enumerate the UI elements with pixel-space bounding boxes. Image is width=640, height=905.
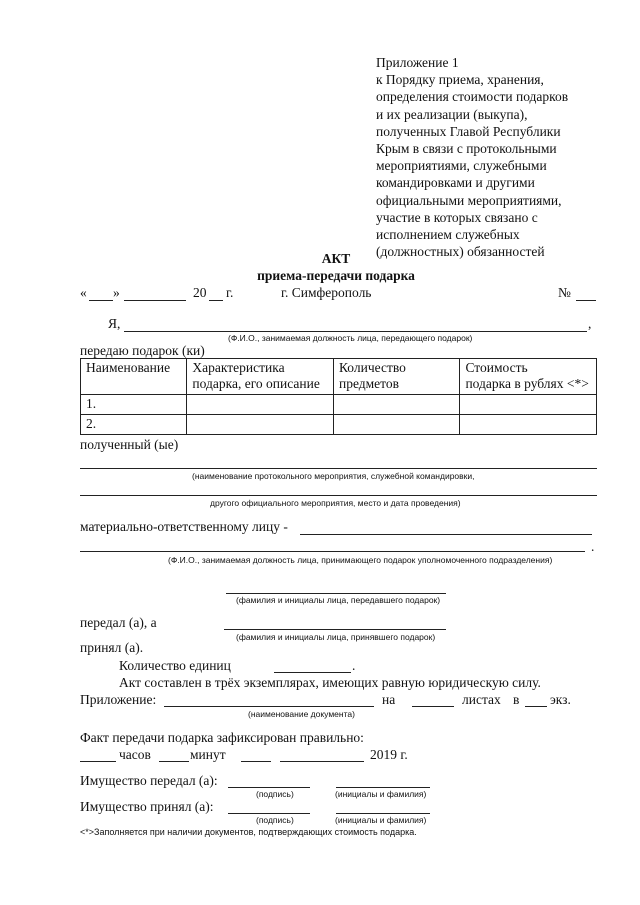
responsible-dot: . — [591, 539, 595, 554]
table-row — [81, 395, 597, 415]
gave-initials-field[interactable] — [336, 787, 430, 788]
attachment-sheets-field[interactable] — [412, 706, 454, 707]
table-cell[interactable] — [333, 395, 459, 415]
attachment-sheets: листах — [462, 692, 501, 707]
table-cell[interactable]: 1. — [81, 395, 187, 415]
col-cost: Стоимость подарка в рублях <*> — [460, 359, 597, 395]
table-cell[interactable] — [460, 395, 597, 415]
gave-caption: (фамилия и инициалы лица, передавшего подарок) — [236, 595, 441, 605]
recv-field[interactable] — [224, 629, 446, 630]
fact-text: Факт передачи подарка зафиксирован правильно: — [80, 730, 364, 745]
recv-initials-field[interactable] — [336, 813, 430, 814]
event-caption-2: другого официального мероприятия, место и дата проведения) — [210, 498, 461, 508]
giver-comma: , — [588, 316, 592, 331]
gave-field[interactable] — [226, 593, 446, 594]
header-line: Приложение 1 — [376, 55, 459, 70]
recv-caption: (фамилия и инициалы лица, принявшего подарок) — [236, 632, 436, 642]
table-cell[interactable]: 2. — [81, 415, 187, 435]
month-field[interactable] — [124, 300, 186, 301]
header-line: мероприятиями, служебными — [376, 158, 547, 174]
attachment-copies-field[interactable] — [525, 706, 547, 707]
year-label: 2019 г. — [370, 747, 408, 762]
minutes-field[interactable] — [159, 761, 189, 762]
gave-signature-field[interactable] — [228, 787, 310, 788]
year-prefix: 20 — [193, 285, 207, 300]
hours-label: часов — [119, 747, 151, 762]
minutes-label: минут — [190, 747, 226, 762]
giver-prefix: Я, — [108, 316, 121, 331]
header-line: командировками и другими — [376, 175, 535, 191]
header-line: участие в которых связано с — [376, 209, 538, 225]
property-gave: Имущество передал (а): — [80, 773, 218, 788]
attachment-label: Приложение: — [80, 692, 157, 707]
attachment-doc-field[interactable] — [164, 706, 374, 707]
gave-init-caption: (инициалы и фамилия) — [335, 789, 427, 799]
year-field[interactable] — [209, 300, 223, 301]
responsible-field-2[interactable] — [80, 551, 585, 552]
gave-text: передал (а), а — [80, 615, 157, 630]
gave-sig-caption: (подпись) — [256, 789, 294, 799]
header-line: и их реализации (выкупа), — [376, 106, 528, 122]
giver-field[interactable] — [124, 331, 587, 332]
table-header-row — [81, 359, 597, 395]
table-row — [81, 415, 597, 435]
table-cell[interactable] — [460, 415, 597, 435]
col-quantity: Количество предметов — [333, 359, 459, 395]
header-line: Крым в связи с протокольными — [376, 141, 557, 157]
units-text: Количество единиц — [119, 658, 231, 673]
date-quote-open: « — [80, 285, 87, 300]
day-field-2[interactable] — [241, 761, 271, 762]
table-cell[interactable] — [187, 415, 334, 435]
handover-text: передаю подарок (ки) — [80, 343, 205, 358]
day-field[interactable] — [89, 300, 113, 301]
event-field-2[interactable] — [80, 495, 597, 496]
document-header — [376, 54, 616, 260]
date-quote-close: » — [113, 285, 120, 300]
accepted-text: принял (а). — [80, 640, 144, 655]
month-field-2[interactable] — [280, 761, 364, 762]
responsible-text: материально-ответственному лицу - — [80, 519, 288, 534]
attachment-caption: (наименование документа) — [248, 709, 355, 719]
event-field-1[interactable] — [80, 468, 597, 469]
number-label: № — [558, 285, 571, 300]
year-suffix: г. — [226, 285, 234, 300]
responsible-caption: (Ф.И.О., занимаемая должность лица, принимающего подарок уполномоченного подразделения) — [168, 555, 553, 565]
hours-field[interactable] — [80, 761, 116, 762]
footnote: <*>Заполняется при наличии документов, подтверждающих стоимость подарка. — [80, 827, 417, 837]
attachment-in: в — [513, 692, 520, 707]
city: г. Симферополь — [281, 285, 372, 300]
units-field[interactable] — [274, 672, 351, 673]
responsible-field-1[interactable] — [300, 534, 592, 535]
attachment-copies: экз. — [550, 692, 571, 707]
col-description: Характеристика подарка, его описание — [187, 359, 334, 395]
property-recv: Имущество принял (а): — [80, 799, 214, 814]
event-caption-1: (наименование протокольного мероприятия, служебной командировки, — [192, 471, 475, 481]
attachment-on: на — [382, 692, 396, 707]
header-line: исполнением служебных — [376, 227, 520, 243]
document-subtitle: приема-передачи подарка — [257, 268, 415, 283]
giver-caption: (Ф.И.О., занимаемая должность лица, передающего подарок) — [228, 333, 473, 343]
header-line: (должностных) обязанностей — [376, 244, 545, 260]
copies-text: Акт составлен в трёх экземплярах, имеющих равную юридическую силу. — [119, 675, 541, 690]
table-cell[interactable] — [333, 415, 459, 435]
number-field[interactable] — [576, 300, 596, 301]
recv-sig-caption: (подпись) — [256, 815, 294, 825]
gift-table — [80, 358, 597, 435]
header-line: полученных Главой Республики — [376, 123, 561, 139]
recv-signature-field[interactable] — [228, 813, 310, 814]
document-title: АКТ — [321, 251, 351, 266]
received-text: полученный (ые) — [80, 437, 179, 452]
header-line: определения стоимости подарков — [376, 89, 569, 105]
header-line: официальными мероприятиями, — [376, 192, 562, 208]
header-line: к Порядку приема, хранения, — [376, 72, 544, 88]
recv-init-caption: (инициалы и фамилия) — [335, 815, 427, 825]
col-name: Наименование — [81, 359, 187, 395]
units-dot: . — [352, 658, 356, 673]
table-cell[interactable] — [187, 395, 334, 415]
